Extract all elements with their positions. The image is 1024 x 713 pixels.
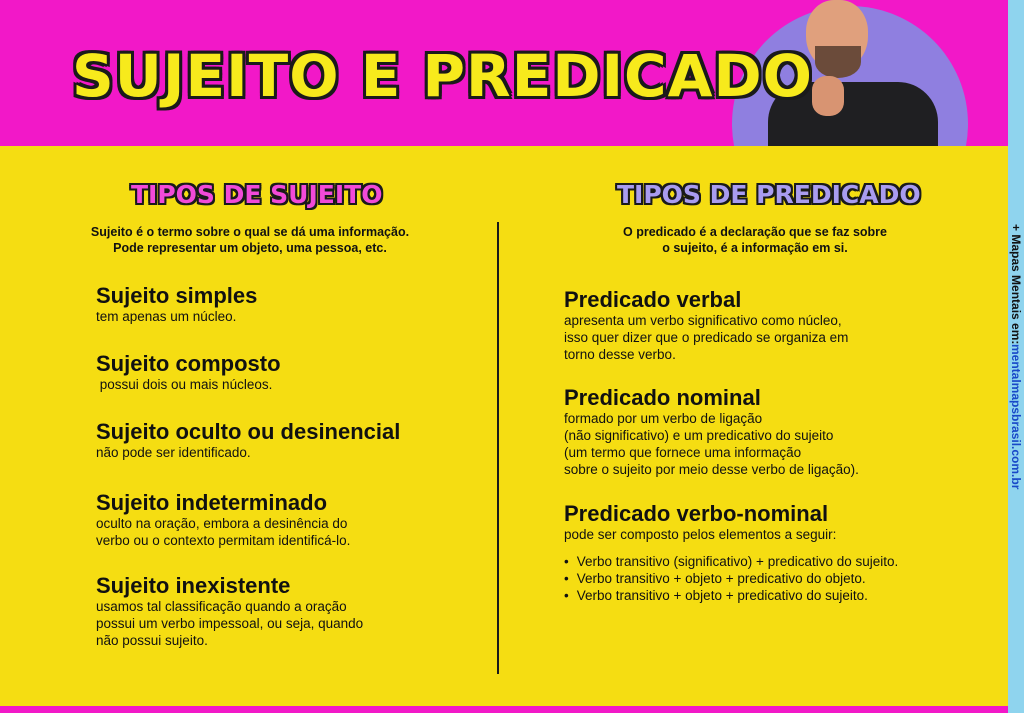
predicate-bullet: • Verbo transitivo + objeto + predicativo do objeto. [564, 570, 898, 587]
subject-type-item [96, 352, 281, 393]
predicate-type-desc: (não significativo) e um predicativo do sujeito [564, 428, 834, 443]
predicate-type-desc: formado por um verbo de ligação [564, 411, 763, 426]
subject-type-heading: Sujeito composto [96, 351, 281, 376]
predicate-type-item [564, 502, 898, 604]
subject-type-heading: Sujeito simples [96, 283, 258, 308]
left-intro-line: Pode representar um objeto, uma pessoa, etc. [113, 241, 387, 255]
predicate-type-item [564, 288, 848, 363]
subject-type-desc: possui dois ou mais núcleos. [96, 377, 273, 392]
page-title: SUJEITO E PREDICADO [72, 42, 813, 110]
predicate-type-heading: Predicado verbal [564, 287, 742, 312]
right-intro-line: O predicado é a declaração que se faz sobre [623, 225, 887, 239]
subject-type-desc: oculto na oração, embora a desinência do [96, 516, 348, 531]
right-column-title: TIPOS DE PREDICADO [617, 180, 921, 209]
subject-type-item [96, 420, 400, 461]
column-divider [497, 222, 499, 674]
side-banner-prefix: + Mapas Mentais em: [1009, 223, 1023, 344]
predicate-type-desc: pode ser composto pelos elementos a seguir: [564, 527, 837, 542]
subject-type-desc: verbo ou o contexto permitam identificá-lo. [96, 533, 351, 548]
side-banner-url[interactable]: mentalmapsbrasil.com.br [1009, 343, 1023, 490]
left-column-title: TIPOS DE SUJEITO [131, 180, 383, 209]
subject-type-desc: possui um verbo impessoal, ou seja, quando [96, 616, 364, 631]
right-intro [585, 224, 925, 256]
subject-type-desc: não pode ser identificado. [96, 445, 251, 460]
side-banner [1008, 0, 1024, 713]
left-intro-line: Sujeito é o termo sobre o qual se dá uma informação. [90, 225, 410, 239]
subject-type-heading: Sujeito indeterminado [96, 490, 328, 515]
predicate-bullet: • Verbo transitivo + objeto + predicativo do sujeito. [564, 587, 898, 604]
subject-type-item [96, 284, 257, 325]
subject-type-desc: não possui sujeito. [96, 633, 208, 648]
presenter-hand [812, 76, 844, 116]
left-intro [50, 224, 450, 256]
predicate-type-desc: apresenta um verbo significativo como núcleo, [564, 313, 842, 328]
presenter-beard [815, 46, 861, 78]
subject-type-item [96, 574, 363, 649]
subject-type-item [96, 491, 350, 549]
subject-type-heading: Sujeito oculto ou desinencial [96, 419, 401, 444]
predicate-bullet-list [564, 553, 898, 604]
predicate-type-desc: isso quer dizer que o predicado se organiza em [564, 330, 849, 345]
predicate-type-desc: sobre o sujeito por meio desse verbo de ligação). [564, 462, 859, 477]
right-intro-line: o sujeito, é a informação em si. [662, 241, 848, 255]
subject-type-desc: tem apenas um núcleo. [96, 309, 237, 324]
predicate-type-desc: (um termo que fornece uma informação [564, 445, 802, 460]
predicate-type-heading: Predicado nominal [564, 385, 761, 410]
bottom-strip [0, 706, 1008, 713]
predicate-type-item [564, 386, 859, 478]
subject-type-desc: usamos tal classificação quando a oração [96, 599, 347, 614]
predicate-type-heading: Predicado verbo-nominal [564, 501, 829, 526]
predicate-bullet: • Verbo transitivo (significativo) + predicativo do sujeito. [564, 553, 898, 570]
predicate-type-desc: torno desse verbo. [564, 347, 676, 362]
subject-type-heading: Sujeito inexistente [96, 573, 291, 598]
